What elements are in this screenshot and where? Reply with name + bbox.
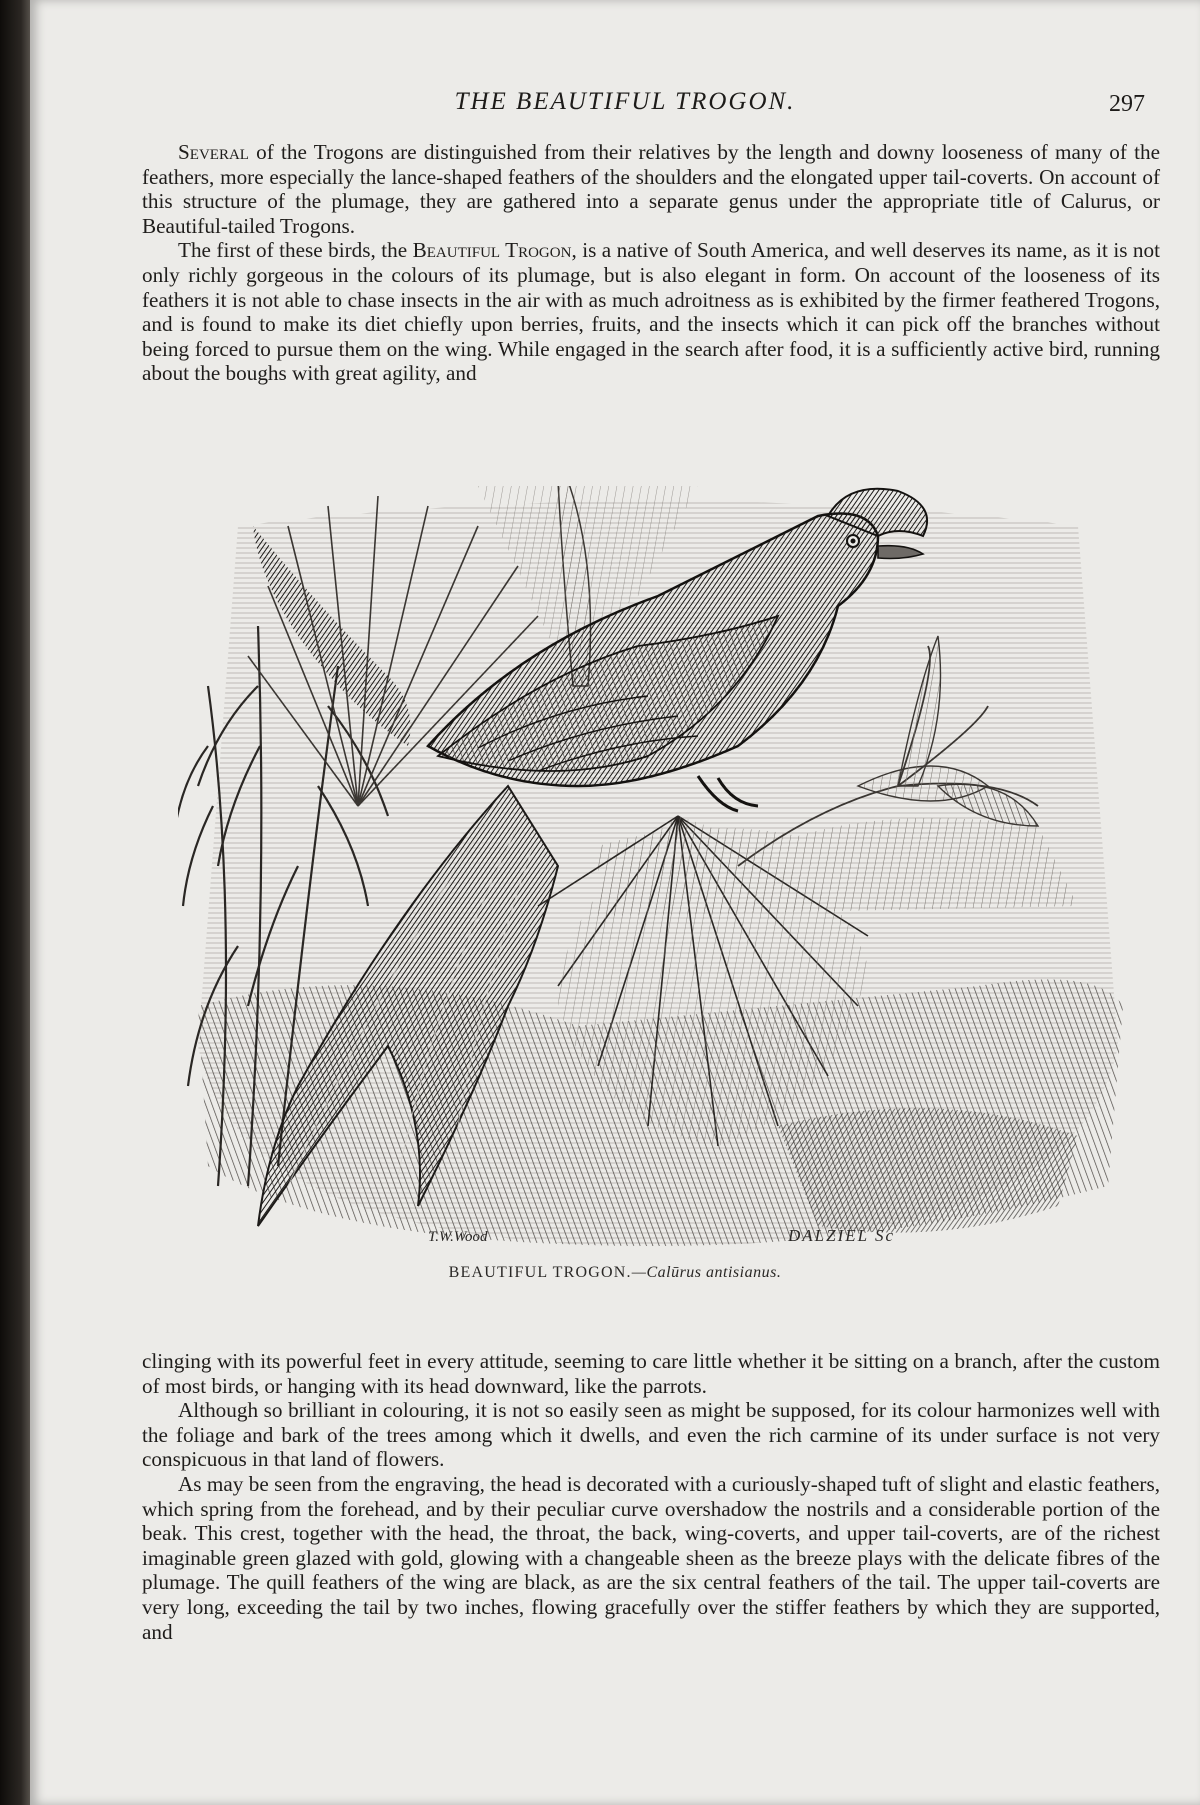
engraver-signature-right: DALZIEL Sc	[788, 1226, 896, 1245]
book-spine-shadow	[0, 0, 30, 1805]
paragraph-5: As may be seen from the engraving, the head is decorated with a curiously-shaped tuft of slight and elastic feathers, which spring from the forehead, and by their peculiar curve overshadow the nostrils and a considerable portion of the beak. This crest, together with the head, the throat, the back, wing-coverts, and upper tail-coverts, are of the richest imaginable green glazed with gold, glowing with a changeable sheen as the breeze plays with the delicate fibres of the plumage. The quill feathers of the wing are black, as are the six central feathers of the tail. The upper tail-coverts are very long, exceeding the tail by two inches, flowing gracefully over the stiffer feathers by which they are supported, and	[142, 1471, 1160, 1644]
running-title: THE BEAUTIFUL TROGON.	[454, 88, 796, 115]
trogon-engraving	[178, 486, 1138, 1251]
paragraph-3: clinging with its powerful feet in every attitude, seeming to care little whether it be sitting on a branch, after the custom of most birds, or hanging with its head downward, like the parrots.	[142, 1349, 1160, 1398]
book-page	[30, 0, 1200, 1805]
caption-latin-name: —Calūrus antisianus.	[631, 1264, 782, 1281]
top-text-block	[142, 140, 1160, 386]
paragraph-2	[142, 238, 1160, 386]
paragraph-2-after: , is a native of South America, and well deserves its name, as it is not only richly gorgeous in the colours of its plumage, but is also elegant in form. On account of the looseness of its feathers it is not able to chase insects in the air with as much adroitness as is exhibited by the firmer feathered Trogons, and is found to make its diet chiefly upon berries, fruits, and the insects which it can pick off the branches without being forced to pursue them on the wing. While engaged in the search after food, it is a sufficiently active bird, running about the boughs with great agility, and	[142, 238, 1161, 386]
paragraph-2-before: The first of these birds, the	[178, 238, 413, 263]
paragraph-2-species-name: Beautiful Trogon	[412, 238, 572, 263]
bottom-text-block	[142, 1349, 1160, 1644]
caption-main: BEAUTIFUL TROGON.	[448, 1264, 632, 1281]
paragraph-1-text: of the Trogons are distinguished from their relatives by the length and downy looseness of many of the feathers, more especially the lance-shaped feathers of the shoulders and the elongated upper tail-coverts. On account of this structure of the plumage, they are gathered into a separate genus under the appropriate title of Calurus, or Beautiful-tailed Trogons.	[142, 140, 1160, 238]
engraver-signature-left: T.W.Wood	[428, 1229, 488, 1245]
figure-caption	[30, 1264, 1200, 1282]
paragraph-1	[142, 140, 1160, 238]
page-number: 297	[1109, 91, 1145, 117]
engraving-illustration	[178, 486, 1138, 1251]
paragraph-1-lead: Several	[178, 140, 249, 164]
page-header	[30, 88, 1200, 122]
paragraph-4: Although so brilliant in colouring, it is not so easily seen as might be supposed, for its colour harmonizes well with the foliage and bark of the trees among which it dwells, and even the rich carmine of its under surface is not very conspicuous in that land of flowers.	[142, 1398, 1160, 1472]
